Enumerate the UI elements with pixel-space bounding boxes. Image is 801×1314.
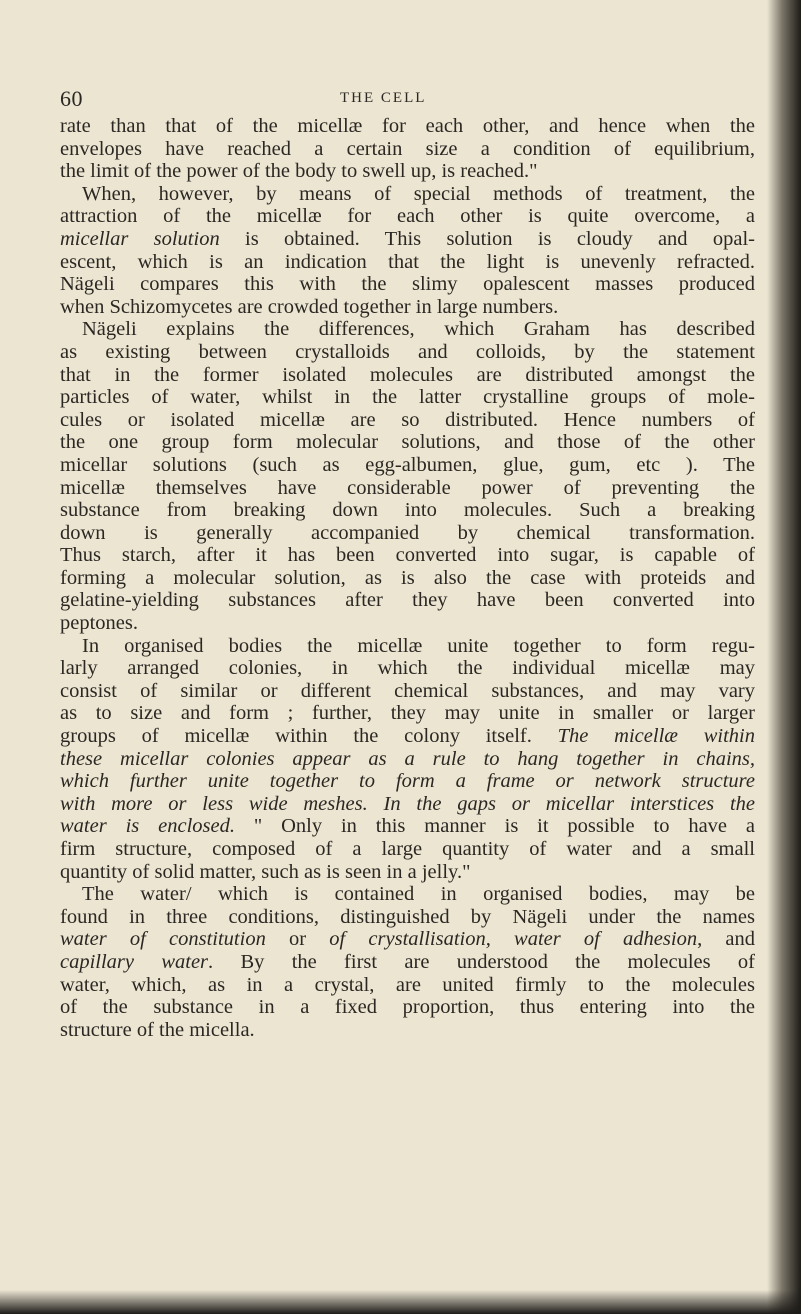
- text-line: [60, 431, 755, 454]
- text-line: [60, 928, 755, 951]
- text-segment: found in three conditions, distinguished by Nägeli under the names: [60, 905, 755, 928]
- text-line: [60, 183, 755, 206]
- text-segment: as to size and form ; further, they may unite in smaller or larger: [60, 702, 755, 725]
- text-segment: of the substance in a fixed proportion, thus entering into the: [60, 996, 755, 1019]
- text-line: [60, 251, 755, 274]
- text-segment: Nägeli compares this with the slimy opalescent masses produced: [60, 273, 755, 296]
- text-segment: cules or isolated micellæ are so distributed. Hence numbers of: [60, 408, 755, 431]
- text-line: [60, 838, 755, 861]
- text-line: [60, 364, 755, 387]
- text-line: [60, 205, 755, 228]
- italic-text-segment: capillary water: [60, 950, 209, 973]
- text-line: [60, 906, 755, 929]
- text-segment: structure of the micella.: [60, 1018, 255, 1041]
- text-segment: quantity of solid matter, such as is seen in a jelly.": [60, 860, 471, 883]
- text-segment: Thus starch, after it has been converted into sugar, is capable of: [60, 544, 755, 567]
- text-line: [60, 409, 755, 432]
- text-segment: attraction of the micellæ for each other is quite overcome, a: [60, 205, 755, 228]
- text-segment: envelopes have reached a certain size a condition of equilibrium,: [60, 137, 755, 160]
- text-segment: . By the first are understood the molecules of: [208, 950, 755, 973]
- text-segment: firm structure, composed of a large quantity of water and a small: [60, 838, 755, 860]
- text-line: [60, 454, 755, 477]
- text-line: [60, 477, 755, 500]
- italic-text-segment: water is enclosed.: [60, 815, 235, 838]
- text-line: [60, 386, 755, 409]
- italic-text-segment: with more or less wide meshes. In the gaps or micellar interstices the: [60, 792, 755, 815]
- text-line: [60, 522, 755, 545]
- text-line: [60, 567, 755, 590]
- text-segment: larly arranged colonies, in which the individual micellæ may: [60, 657, 755, 680]
- text-segment: micellæ themselves have considerable power of preventing the: [60, 476, 755, 499]
- text-segment: peptones.: [60, 612, 138, 635]
- italic-text-segment: of crystallisation, water of adhesion: [329, 928, 698, 951]
- text-line: [60, 228, 755, 251]
- text-line: [60, 499, 755, 522]
- text-segment: the one group form molecular solutions, and those of the other: [60, 431, 755, 454]
- body-text: [60, 115, 755, 1041]
- text-segment: the limit of the power of the body to swell up, is reached.": [60, 160, 538, 183]
- italic-text-segment: these micellar colonies appear as a rule to hang together in chains,: [60, 747, 755, 770]
- text-line: [60, 612, 755, 635]
- text-segment: Nägeli explains the differences, which Graham has described: [82, 318, 755, 341]
- text-line: [60, 115, 755, 138]
- italic-text-segment: micellar solution: [60, 227, 220, 250]
- text-segment: groups of micellæ within the colony itself.: [60, 725, 558, 748]
- text-line: [60, 725, 755, 748]
- text-line: [60, 341, 755, 364]
- italic-text-segment: water of constitution: [60, 928, 266, 951]
- text-line: [60, 793, 755, 816]
- text-segment: , and: [697, 928, 755, 951]
- text-line: [60, 883, 755, 906]
- text-segment: down is generally accompanied by chemical transformation.: [60, 521, 755, 544]
- text-segment: forming a molecular solution, as is also the case with proteids and: [60, 566, 755, 589]
- text-line: [60, 748, 755, 771]
- page-bottom-shadow: [0, 1290, 801, 1314]
- text-segment: In organised bodies the micellæ unite together to form regu-: [82, 634, 755, 657]
- text-line: [60, 589, 755, 612]
- text-segment: gelatine-yielding substances after they have been converted into: [60, 589, 755, 612]
- text-line: [60, 951, 755, 974]
- text-segment: micellar solutions (such as egg-albumen, glue, gum, etc ). The: [60, 453, 755, 476]
- text-line: [60, 680, 755, 703]
- page-number: 60: [60, 86, 83, 111]
- text-line: [60, 1019, 755, 1042]
- text-line: [60, 815, 755, 838]
- running-head: THE CELL: [340, 90, 427, 106]
- text-line: [60, 974, 755, 997]
- text-segment: substance from breaking down into molecules. Such a breaking: [60, 499, 755, 522]
- text-segment: The water/ which is contained in organised bodies, may be: [82, 883, 755, 906]
- text-segment: particles of water, whilst in the latter crystalline groups of mole-: [60, 386, 755, 409]
- text-segment: " Only in this manner is it possible to have a: [234, 815, 755, 838]
- text-line: [60, 318, 755, 341]
- text-segment: When, however, by means of special methods of treatment, the: [82, 182, 755, 205]
- text-segment: consist of similar or different chemical substances, and may vary: [60, 679, 755, 702]
- text-line: [60, 138, 755, 161]
- text-line: [60, 635, 755, 658]
- text-segment: water, which, as in a crystal, are united firmly to the molecules: [60, 973, 755, 996]
- text-line: [60, 160, 755, 183]
- text-line: [60, 702, 755, 725]
- text-segment: as existing between crystalloids and colloids, by the statement: [60, 340, 755, 363]
- italic-text-segment: The micellæ within: [557, 725, 755, 748]
- text-segment: escent, which is an indication that the light is unevenly refracted.: [60, 250, 755, 273]
- text-line: [60, 861, 755, 884]
- page-edge-shadow: [767, 0, 801, 1314]
- text-line: [60, 296, 755, 319]
- text-segment: that in the former isolated molecules are distributed amongst the: [60, 363, 755, 386]
- text-line: [60, 544, 755, 567]
- text-line: [60, 770, 755, 793]
- text-segment: when Schizomycetes are crowded together in large numbers.: [60, 295, 559, 318]
- text-line: [60, 273, 755, 296]
- text-line: [60, 996, 755, 1019]
- text-segment: rate than that of the micellæ for each other, and hence when the: [60, 115, 755, 137]
- text-line: [60, 657, 755, 680]
- italic-text-segment: which further unite together to form a frame or network structure: [60, 770, 755, 793]
- text-segment: is obtained. This solution is cloudy and opal-: [219, 227, 755, 250]
- text-segment: or: [265, 928, 330, 951]
